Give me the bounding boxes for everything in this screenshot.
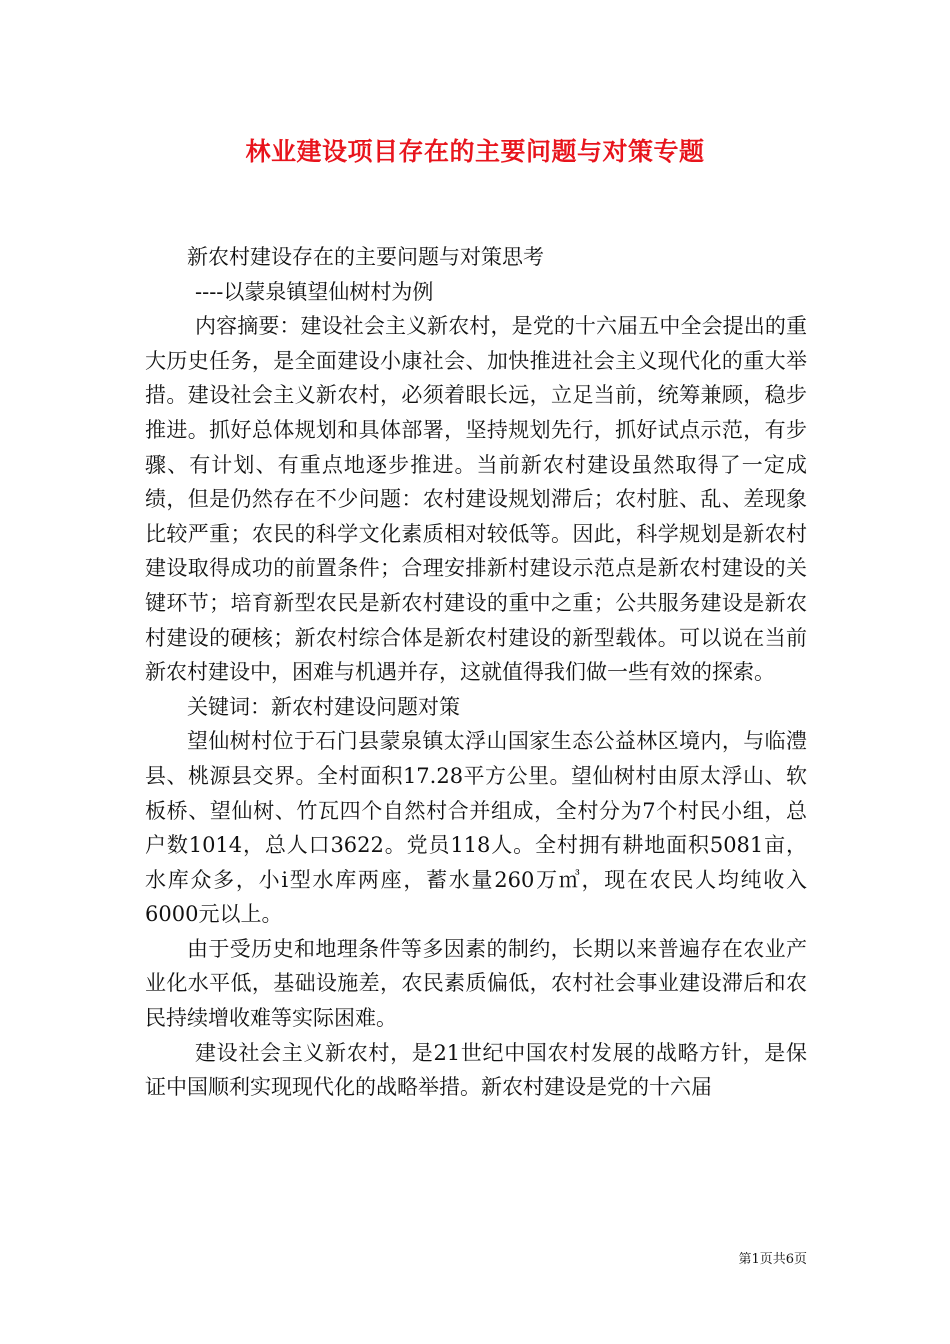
paragraph-village-intro: 望仙树村位于石门县蒙泉镇太浮山国家生态公益林区境内，与临澧县、桃源县交界。全村面积17.28平方公里。望仙树村由原太浮山、软板桥、望仙树、竹瓦四个自然村合并组成，全村分为7个村民小组，总户数1014，总人口3622。党员118人。全村拥有耕地面积5081亩，水库众多，小ⅰ型水库两座，蓄水量260万㎥，现在农民人均纯收入6000元以上。 [145,729,807,927]
paragraph-difficulties: 由于受历史和地理条件等多因素的制约，长期以来普遍存在农业产业化水平低，基础设施差，农民素质偏低，农村社会事业建设滞后和农民持续增收难等实际困难。 [145,936,807,1031]
paragraph-keywords: 关键词：新农村建设问题对策 [187,694,460,719]
paragraph-strategy: 建设社会主义新农村，是21世纪中国农村发展的战略方针，是保证中国顺利实现现代化的战略举措。新农村建设是党的十六届 [145,1040,807,1100]
page-footer: 第1页共6页 [738,1252,807,1267]
document-title: 林业建设项目存在的主要问题与对策专题 [245,137,705,166]
paragraph-heading: 新农村建设存在的主要问题与对策思考 [187,245,544,269]
document-body [145,240,807,1105]
paragraph-abstract: 内容摘要：建设社会主义新农村，是党的十六届五中全会提出的重大历史任务，是全面建设小康社会、加快推进社会主义现代化的重大举措。建设社会主义新农村，必须着眼长远，立足当前，统筹兼顾，稳步推进。抓好总体规划和具体部署，坚持规划先行，抓好试点示范，有步骤、有计划、有重点地逐步推进。当前新农村建设虽然取得了一定成绩，但是仍然存在不少问题：农村建设规划滞后；农村脏、乱、差现象比较严重；农民的科学文化素质相对较低等。因此，科学规划是新农村建设取得成功的前置条件；合理安排新村建设示范点是新农村建设的关键环节；培育新型农民是新农村建设的重中之重；公共服务建设是新农村建设的硬核；新农村综合体是新农村建设的新型载体。可以说在当前新农村建设中，困难与机遇并存，这就值得我们做一些有效的探索。 [145,314,807,685]
paragraph-subtitle: ----以蒙泉镇望仙树村为例 [195,279,434,304]
